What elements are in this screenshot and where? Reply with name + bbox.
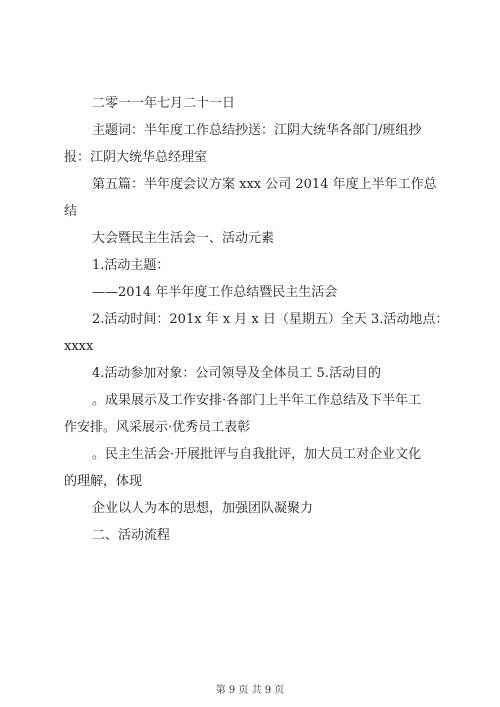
event-purpose-line-2: 作安排。风采展示·优秀员工表彰 <box>64 420 251 435</box>
document-body <box>64 90 449 549</box>
subject-line: 主题词：半年度工作总结抄送：江阴大统华各部门/班组抄 <box>92 123 422 138</box>
event-location-value: xxxx <box>64 339 94 354</box>
event-elements-heading: 大会暨民主生活会一、活动元素 <box>92 231 275 246</box>
page-footer: 第 9 页 共 9 页 <box>215 685 285 696</box>
report-line: 报：江阴大统华总经理室 <box>64 150 208 165</box>
event-purpose-line-3: 。民主生活会·开展批评与自我批评，加大员工对企业文化 <box>92 447 422 462</box>
event-purpose-line-1: 。成果展示及工作安排·各部门上半年工作总结及下半年工 <box>92 393 422 408</box>
event-purpose-line-4: 的理解，体现 <box>64 474 143 489</box>
event-theme-value: ——2014 年半年度工作总结暨民主生活会 <box>92 285 338 300</box>
event-purpose-line-5: 企业以人为本的思想，加强团队凝聚力 <box>92 501 314 516</box>
event-time-line: 2.活动时间：201x 年 x 月 x 日（星期五）全天 3.活动地点： <box>92 312 449 327</box>
event-participants-line: 4.活动参加对象：公司领导及全体员工 5.活动目的 <box>92 366 381 381</box>
section-heading-line: 第五篇：半年度会议方案 xxx 公司 2014 年度上半年工作总 <box>92 177 437 192</box>
section-heading-continuation: 结 <box>64 204 78 219</box>
date-line: 二零一一年七月二十一日 <box>92 96 236 111</box>
event-process-heading: 二、活动流程 <box>92 528 171 543</box>
event-theme-label: 1.活动主题： <box>92 258 170 273</box>
